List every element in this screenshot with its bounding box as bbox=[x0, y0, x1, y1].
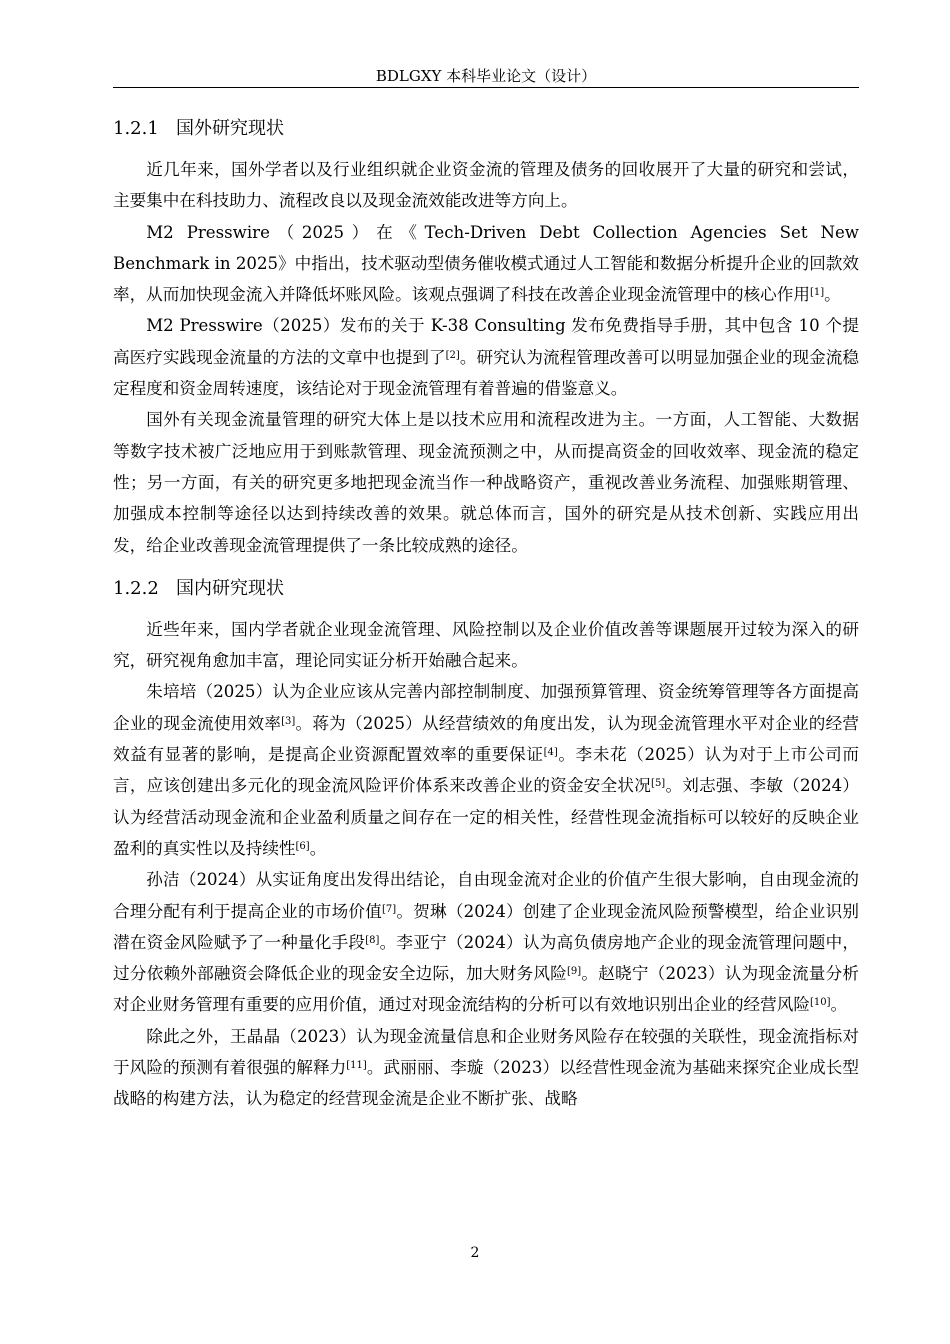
citation-marker: [8] bbox=[365, 934, 380, 946]
citation-marker: [6] bbox=[295, 840, 310, 852]
paragraph-text: 。贺琳（2024）创建了企业现金流风险预警模型，给企业识别潜在资金风险赋予了一种量化手段 bbox=[113, 901, 860, 952]
paragraph-text: M2 Presswire（2025）发布的关于 K-38 Consulting 发布免费指导手册，其中包含 10 个提高医疗实践现金流量的方法的文章中也提到了 bbox=[113, 316, 859, 367]
paragraph-text: 。武丽丽、李璇（2023）以经营性现金流为基础来探究企业成长型战略的构建方法，认为稳定的经营现金流是企业不断扩张、战略 bbox=[113, 1058, 859, 1109]
paragraph-text: 。蒋为（2025）从经营绩效的角度出发，认为现金流管理水平对企业的经营效益有显著的影响，是提高企业资源配置效率的重要保证 bbox=[113, 713, 859, 765]
paragraph bbox=[113, 676, 859, 864]
section-title: 国内研究现状 bbox=[176, 577, 284, 599]
paragraph-text: M2 Presswire（2025）在《Tech-Driven Debt Collection Agencies Set New Benchmark in 2025》中指出，技术驱动型债务催收模式通过人工智能和数据分析提升企业的回款效率，从而加快现金流入并降低坏账风险。该观点强调了科技在改善企业现金流管理中的核心作用 bbox=[113, 222, 859, 305]
paragraph-text: 除此之外，王晶晶（2023）认为现金流量信息和企业财务风险存在较强的关联性，现金流指标对于风险的预测有着很强的解释力 bbox=[113, 1026, 859, 1078]
section-body-1-2-2 bbox=[113, 614, 859, 1115]
paragraph-text: 。 bbox=[824, 285, 841, 305]
section-body-1-2-1 bbox=[113, 154, 859, 561]
page-content bbox=[113, 114, 859, 1115]
paragraph bbox=[113, 1021, 859, 1115]
paragraph-text: 。 bbox=[830, 995, 848, 1015]
paragraph bbox=[113, 614, 859, 677]
paragraph bbox=[113, 864, 859, 1020]
paragraph bbox=[113, 154, 859, 217]
paragraph-text: 近几年来，国外学者以及行业组织就企业资金流的管理及债务的回收展开了大量的研究和尝试，主要集中在科技助力、流程改良以及现金流效能改进等方向上。 bbox=[113, 160, 859, 211]
paragraph bbox=[113, 404, 859, 560]
section-number: 1.2.2 bbox=[113, 577, 159, 599]
paragraph-text: 。研究认为流程管理改善可以明显加强企业的现金流稳定程度和资金周转速度，该结论对于现金流管理有着普遍的借鉴意义。 bbox=[113, 347, 860, 399]
citation-marker: [2] bbox=[445, 349, 460, 361]
page-number: 2 bbox=[470, 1245, 480, 1261]
paragraph bbox=[113, 310, 859, 404]
paragraph-text: 。刘志强、李敏（2024）认为经营活动现金流和企业盈利质量之间存在一定的相关性，经营性现金流指标可以较好的反映企业盈利的真实性以及持续性 bbox=[113, 776, 859, 858]
citation-marker: [4] bbox=[543, 747, 558, 759]
section-title: 国外研究现状 bbox=[176, 118, 284, 139]
paragraph-text: 。李亚宁（2024）认为高负债房地产企业的现金流管理问题中，过分依赖外部融资会降低企业的现金安全边际，加大财务风险 bbox=[113, 932, 860, 984]
paragraph-text: 朱培培（2025）认为企业应该从完善内部控制制度、加强预算管理、资金统筹管理等各方面提高企业的现金流使用效率 bbox=[113, 682, 859, 733]
citation-marker: [9] bbox=[566, 966, 582, 978]
citation-marker: [1] bbox=[809, 287, 825, 299]
section-heading-1-2-1 bbox=[113, 114, 859, 144]
section-number: 1.2.1 bbox=[113, 118, 159, 139]
paragraph-text: 。 bbox=[309, 838, 327, 858]
paragraph bbox=[113, 217, 859, 311]
paragraph-text: 国外有关现金流量管理的研究大体上是以技术应用和流程改进为主。一方面，人工智能、大数据等数字技术被广泛地应用于到账款管理、现金流预测之中，从而提高资金的回收效率、现金流的稳定性；另一方面，有关的研究更多地把现金流当作一种战略资产，重视改善业务流程、加强账期管理、加强成本控制等途径以达到持续改善的效果。就总体而言，国外的研究是从技术创新、实践应用出发，给企业改善现金流管理提供了一条比较成熟的途径。 bbox=[113, 410, 859, 555]
paragraph-text: 。李未花（2025）认为对于上市公司而言，应该创建出多元化的现金流风险评价体系来改善企业的资金安全状况 bbox=[113, 745, 860, 796]
citation-marker: [5] bbox=[651, 778, 666, 790]
citation-marker: [7] bbox=[382, 903, 397, 915]
paragraph-text: 孙洁（2024）从实证角度出发得出结论，自由现金流对企业的价值产生很大影响，自由现金流的合理分配有利于提高企业的市场价值 bbox=[113, 870, 859, 921]
section-heading-1-2-2 bbox=[113, 574, 859, 604]
paragraph-text: 。赵晓宁（2023）认为现金流量分析对企业财务管理有重要的应用价值，通过对现金流结构的分析可以有效地识别出企业的经营风险 bbox=[113, 964, 860, 1015]
citation-marker: [3] bbox=[281, 715, 296, 727]
citation-marker: [11] bbox=[346, 1060, 367, 1072]
citation-marker: [10] bbox=[809, 997, 831, 1009]
running-header: BDLGXY 本科毕业论文（设计） bbox=[113, 66, 859, 88]
paragraph-text: 近些年来，国内学者就企业现金流管理、风险控制以及企业价值改善等课题展开过较为深入的研究，研究视角愈加丰富，理论同实证分析开始融合起来。 bbox=[113, 619, 859, 671]
